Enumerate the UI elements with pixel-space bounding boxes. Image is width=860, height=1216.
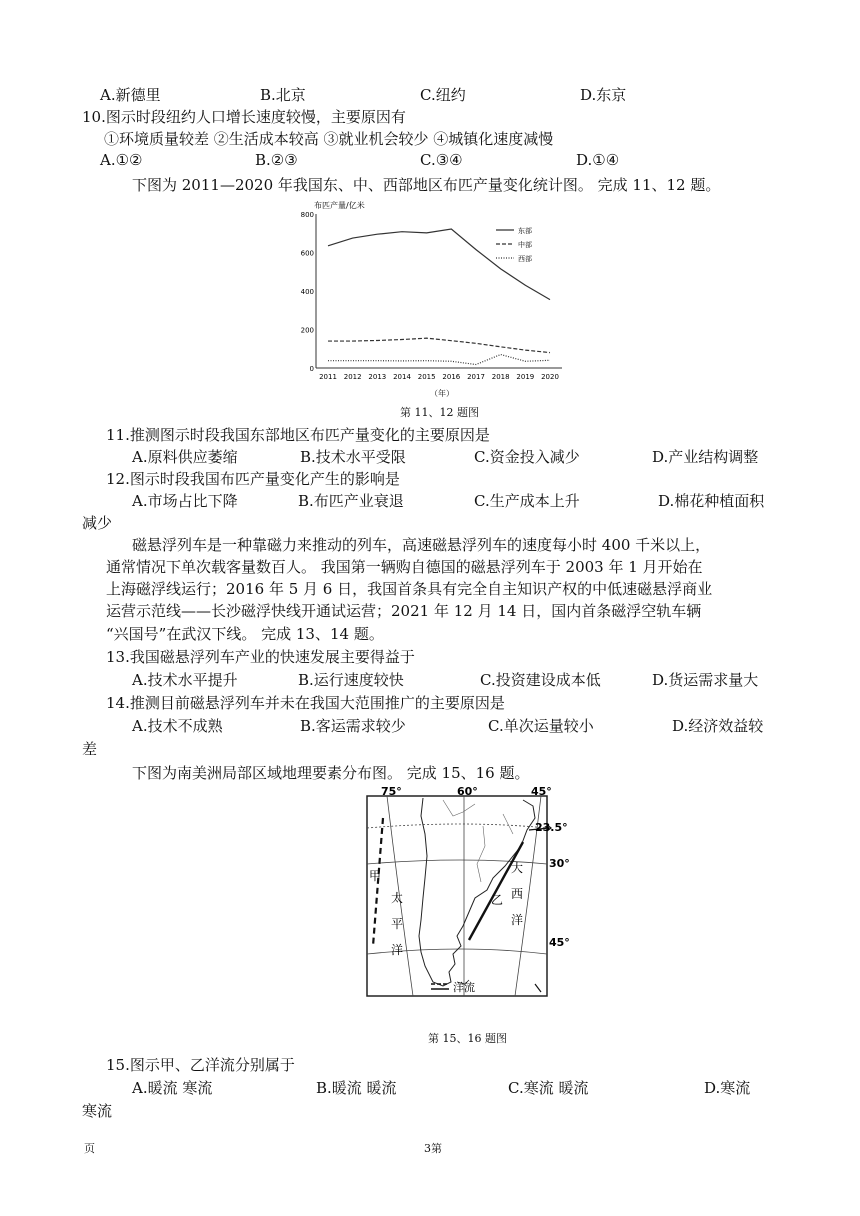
atlantic-ocean-label-3: 洋: [511, 913, 524, 927]
y-tick-label: 600: [300, 249, 314, 258]
q10-option-d: D.①④: [576, 151, 620, 169]
x-axis-label: （年）: [430, 389, 454, 398]
passage-line-2: 通常情况下单次载客量数百人。 我国第一辆购自德国的磁悬浮列车于 2003 年 1 月开始在: [106, 558, 703, 576]
x-tick-label: 2014: [393, 373, 411, 381]
legend-label: 东部: [518, 227, 532, 235]
q13-option-c: C.投资建设成本低: [480, 671, 601, 689]
y-tick-label: 400: [300, 288, 314, 296]
map-legend-label: 洋流: [453, 981, 475, 994]
lon-label-45: 45°: [531, 785, 552, 798]
q14-option-d: D.经济效益较: [672, 717, 764, 735]
lat-label-30: 30°: [549, 857, 570, 870]
q13-option-d: D.货运需求量大: [652, 671, 759, 689]
chart-caption: 第 11、12 题图: [400, 406, 479, 419]
q9-option-d: D.东京: [580, 86, 627, 104]
x-tick-label: 2016: [442, 373, 461, 381]
x-tick-label: 2015: [417, 373, 436, 381]
q15-option-d-wrap: 寒流: [82, 1102, 113, 1120]
x-tick-label: 2013: [368, 373, 387, 381]
q13-stem: 13.我国磁悬浮列车产业的快速发展主要得益于: [106, 648, 415, 666]
y-tick-label: 0: [309, 365, 314, 373]
q13-option-b: B.运行速度较快: [298, 671, 404, 689]
q10-option-b: B.②③: [255, 151, 298, 169]
q14-option-a: A.技术不成熟: [132, 717, 223, 735]
pacific-ocean-label-2: 平: [391, 917, 404, 931]
pacific-ocean-label-3: 洋: [391, 943, 404, 957]
current-yi-label: 乙: [491, 893, 504, 907]
q15-stem: 15.图示甲、乙洋流分别属于: [106, 1056, 295, 1074]
x-tick-label: 2011: [319, 373, 337, 381]
pacific-ocean-label-1: 太: [391, 891, 404, 905]
x-tick-label: 2018: [491, 373, 510, 381]
q14-stem: 14.推测目前磁悬浮列车并未在我国大范围推广的主要原因是: [106, 694, 505, 712]
q10-option-a: A.①②: [100, 151, 143, 169]
lon-label-75: 75°: [381, 785, 402, 798]
passage-line-4: 运营示范线——长沙磁浮快线开通试运营；2021 年 12 月 14 日，国内首条磁浮空轨车辆: [106, 602, 702, 620]
y-tick-label: 800: [300, 211, 314, 219]
q11-stem: 11.推测图示时段我国东部地区布匹产量变化的主要原因是: [106, 426, 490, 444]
x-tick-label: 2017: [467, 373, 485, 381]
q12-option-d-wrap: 减少: [82, 514, 113, 532]
legend-label: 中部: [518, 241, 532, 249]
q11-option-c: C.资金投入减少: [474, 448, 580, 466]
x-tick-label: 2020: [541, 373, 559, 381]
series-line-0: [328, 229, 550, 300]
q15-option-c: C.寒流 暖流: [508, 1079, 589, 1097]
q9-option-a: A.新德里: [100, 86, 161, 104]
intro-11-12: 下图为 2011—2020 年我国东、中、西部地区布匹产量变化统计图。 完成 11、12 题。: [132, 176, 721, 194]
passage-line-3: 上海磁浮线运行；2016 年 5 月 6 日，我国首条具有完全自主知识产权的中低速磁悬浮商业: [106, 580, 713, 598]
q11-option-b: B.技术水平受限: [300, 448, 406, 466]
atlantic-ocean-label-1: 大: [511, 861, 524, 875]
q11-option-a: A.原料供应萎缩: [132, 448, 238, 466]
q15-option-d: D.寒流: [704, 1079, 751, 1097]
x-tick-label: 2012: [343, 373, 362, 381]
q12-option-a: A.市场占比下降: [132, 492, 238, 510]
q12-option-c: C.生产成本上升: [474, 492, 580, 510]
map-caption: 第 15、16 题图: [428, 1032, 507, 1045]
q12-option-d: D.棉花种植面积: [658, 492, 765, 510]
y-tick-label: 200: [300, 326, 314, 335]
line-chart: [300, 196, 580, 411]
current-jia-label: 甲: [369, 869, 382, 883]
q9-option-b: B.北京: [260, 86, 306, 104]
lat-label-45: 45°: [549, 936, 570, 949]
lon-label-60: 60°: [457, 785, 478, 798]
q12-option-b: B.布匹产业衰退: [298, 492, 404, 510]
atlantic-ocean-label-2: 西: [511, 887, 524, 901]
q14-option-c: C.单次运量较小: [488, 717, 594, 735]
q15-option-a: A.暖流 寒流: [132, 1079, 213, 1097]
x-tick-label: 2019: [516, 373, 535, 381]
q15-option-b: B.暖流 暖流: [316, 1079, 397, 1097]
passage-line-1: 磁悬浮列车是一种靠磁力来推动的列车，高速磁悬浮列车的速度每小时 400 千米以上，: [132, 536, 711, 554]
legend-label: 西部: [518, 255, 532, 263]
footer-page-number: 3第: [424, 1142, 442, 1155]
q12-stem: 12.图示时段我国布匹产量变化产生的影响是: [106, 470, 400, 488]
q10-stem: 10.图示时段纽约人口增长速度较慢，主要原因有: [82, 108, 406, 126]
footer-left: 页: [84, 1142, 95, 1155]
y-axis-label: 布匹产量/亿米: [314, 201, 365, 210]
q13-option-a: A.技术水平提升: [132, 671, 238, 689]
series-line-1: [328, 338, 550, 352]
q14-option-b: B.客运需求较少: [300, 717, 406, 735]
q10-statements: ①环境质量较差 ②生活成本较高 ③就业机会较少 ④城镇化速度减慢: [104, 130, 554, 148]
series-line-2: [328, 355, 550, 365]
q11-option-d: D.产业结构调整: [652, 448, 759, 466]
q10-option-c: C.③④: [420, 151, 463, 169]
south-america-map: [363, 785, 570, 1001]
q9-option-c: C.纽约: [420, 86, 466, 104]
q14-option-d-wrap: 差: [82, 740, 98, 758]
passage-line-5: “兴国号”在武汉下线。 完成 13、14 题。: [106, 625, 384, 643]
intro-15-16: 下图为南美洲局部区域地理要素分布图。 完成 15、16 题。: [132, 764, 530, 782]
lat-label-23-5: 23.5°: [535, 821, 568, 834]
